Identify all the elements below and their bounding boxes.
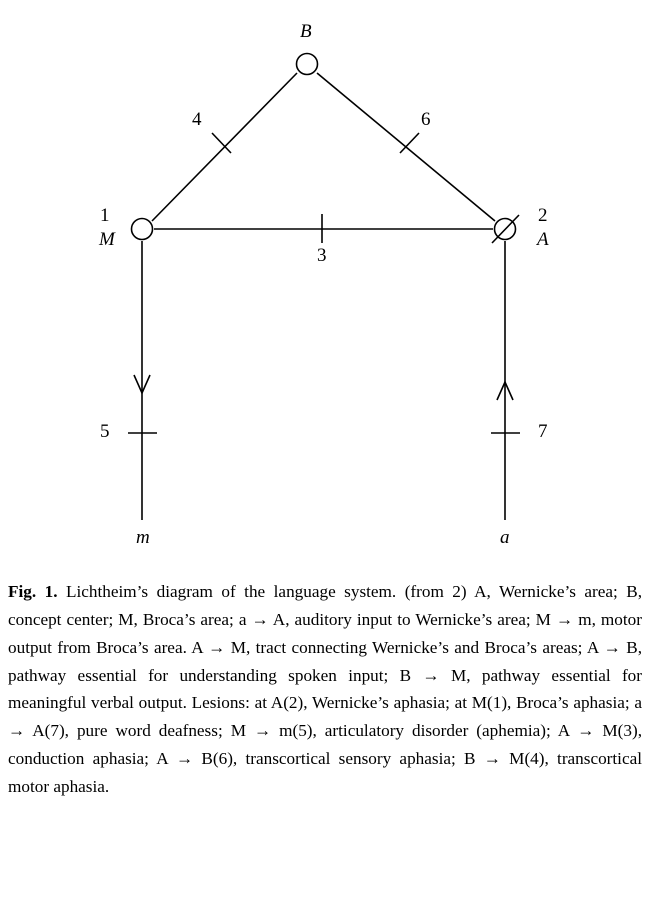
figure-caption-text: Lichtheim’s diagram of the language system. (from 2) A, Wernicke’s area; B, concept center; M, Broca’s area; a → A, auditory input to Wernicke’s area; M → m, motor output from Broca’s area. A → M, tract connecting Wernicke’s and Broca’s areas; A → B, pathway essential for understanding spoken input; B → M, pathway essential for meaningful verbal output. Lesions: at A(2), Wernicke’s aphasia; at M(1), Broca’s aphasia; a → A(7), pure word deafness; M → m(5), articulatory disorder (aphemia); A → M(3), conduction aphasia; A → B(6), transcortical sensory aphasia; B → M(4), transcortical motor aphasia. — [8, 582, 643, 797]
lesion-number-7: 7 — [538, 421, 548, 442]
lesion-number-4: 4 — [192, 109, 202, 130]
lesion-number-5: 5 — [100, 421, 110, 442]
lesion-number-3: 3 — [317, 245, 327, 266]
node-label-a: A — [537, 229, 549, 250]
figure-caption — [8, 578, 642, 801]
lesion-number-6: 6 — [421, 109, 431, 130]
terminal-label-a: a — [500, 527, 510, 548]
node-b — [297, 54, 318, 75]
node-m — [132, 219, 153, 240]
node-label-m: M — [99, 229, 115, 250]
node-number-2: 2 — [538, 205, 548, 226]
node-label-b: B — [300, 21, 312, 42]
terminal-label-m: m — [136, 527, 150, 548]
node-number-1: 1 — [100, 205, 110, 226]
figure-number: Fig. 1. — [8, 582, 58, 601]
